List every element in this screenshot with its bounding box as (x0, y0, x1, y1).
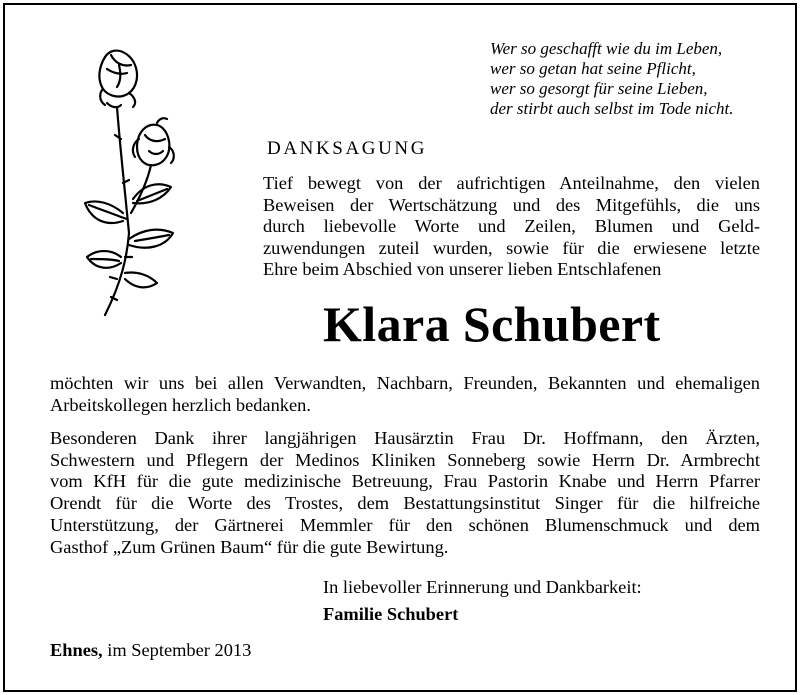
text-line: durch liebevolle Worte und Zeilen, Blumen und Geld- (263, 216, 760, 236)
page-title: DANKSAGUNG (267, 138, 428, 159)
text-line: Schwestern und Pflegern der Medinos Kliniken Sonneberg sowie Herrn Dr. Armbrecht (50, 449, 760, 470)
text-line: Gasthof „Zum Grünen Baum“ für die gute Bewirtung. (50, 536, 449, 557)
verse-line: wer so gesorgt für seine Lieben, (490, 79, 708, 98)
text-line: Besonderen Dank ihrer langjährigen Hausärztin Frau Dr. Hoffmann, den Ärzten, (50, 428, 760, 448)
text-line: Arbeitskollegen herzlich bedanken. (50, 394, 311, 415)
verse-line: Wer so geschafft wie du im Leben, (490, 39, 723, 58)
text-line: zuwendungen zuteil wurden, sowie für die erwiesene letzte (263, 237, 760, 258)
family-signature: Familie Schubert (323, 604, 459, 624)
text-line: möchten wir uns bei allen Verwandten, Nachbarn, Freunden, Bekannten und ehemaligen (50, 373, 760, 393)
place-date-line (50, 640, 251, 661)
text-line: Tief bewegt von der aufrichtigen Anteilnahme, den vielen (263, 173, 760, 193)
rose-icon (77, 43, 177, 321)
verse-line: der stirbt auch selbst im Tode nicht. (490, 99, 734, 118)
text-line: vom KfH für die gute medizinische Betreuung, Frau Pastorin Knabe und Herrn Pfarrer (50, 471, 760, 492)
text-line: Unterstützung, der Gärtnerei Memmler für den schönen Blumenschmuck und dem (50, 514, 760, 535)
place-name: Ehnes, (50, 640, 103, 660)
obituary-notice (3, 3, 797, 692)
text-line: Ehre beim Abschied von unserer lieben Entschlafenen (263, 259, 662, 279)
text-line: Orendt für die Worte des Trostes, dem Bestattungsinstitut Singer für die hilfreiche (50, 493, 760, 514)
text-line: Beweisen der Wertschätzung und des Mitgefühls, die uns (263, 194, 760, 215)
verse-line: wer so getan hat seine Pflicht, (490, 59, 696, 78)
thanks-paragraph (50, 373, 760, 416)
date-text: im September 2013 (102, 640, 252, 660)
remembrance-line: In liebevoller Erinnerung und Dankbarkeit: (323, 577, 642, 597)
intro-text (263, 173, 760, 281)
memorial-verse (490, 39, 734, 119)
closing-block (323, 574, 642, 628)
deceased-name: Klara Schubert (323, 296, 661, 352)
special-thanks-paragraph (50, 428, 760, 558)
